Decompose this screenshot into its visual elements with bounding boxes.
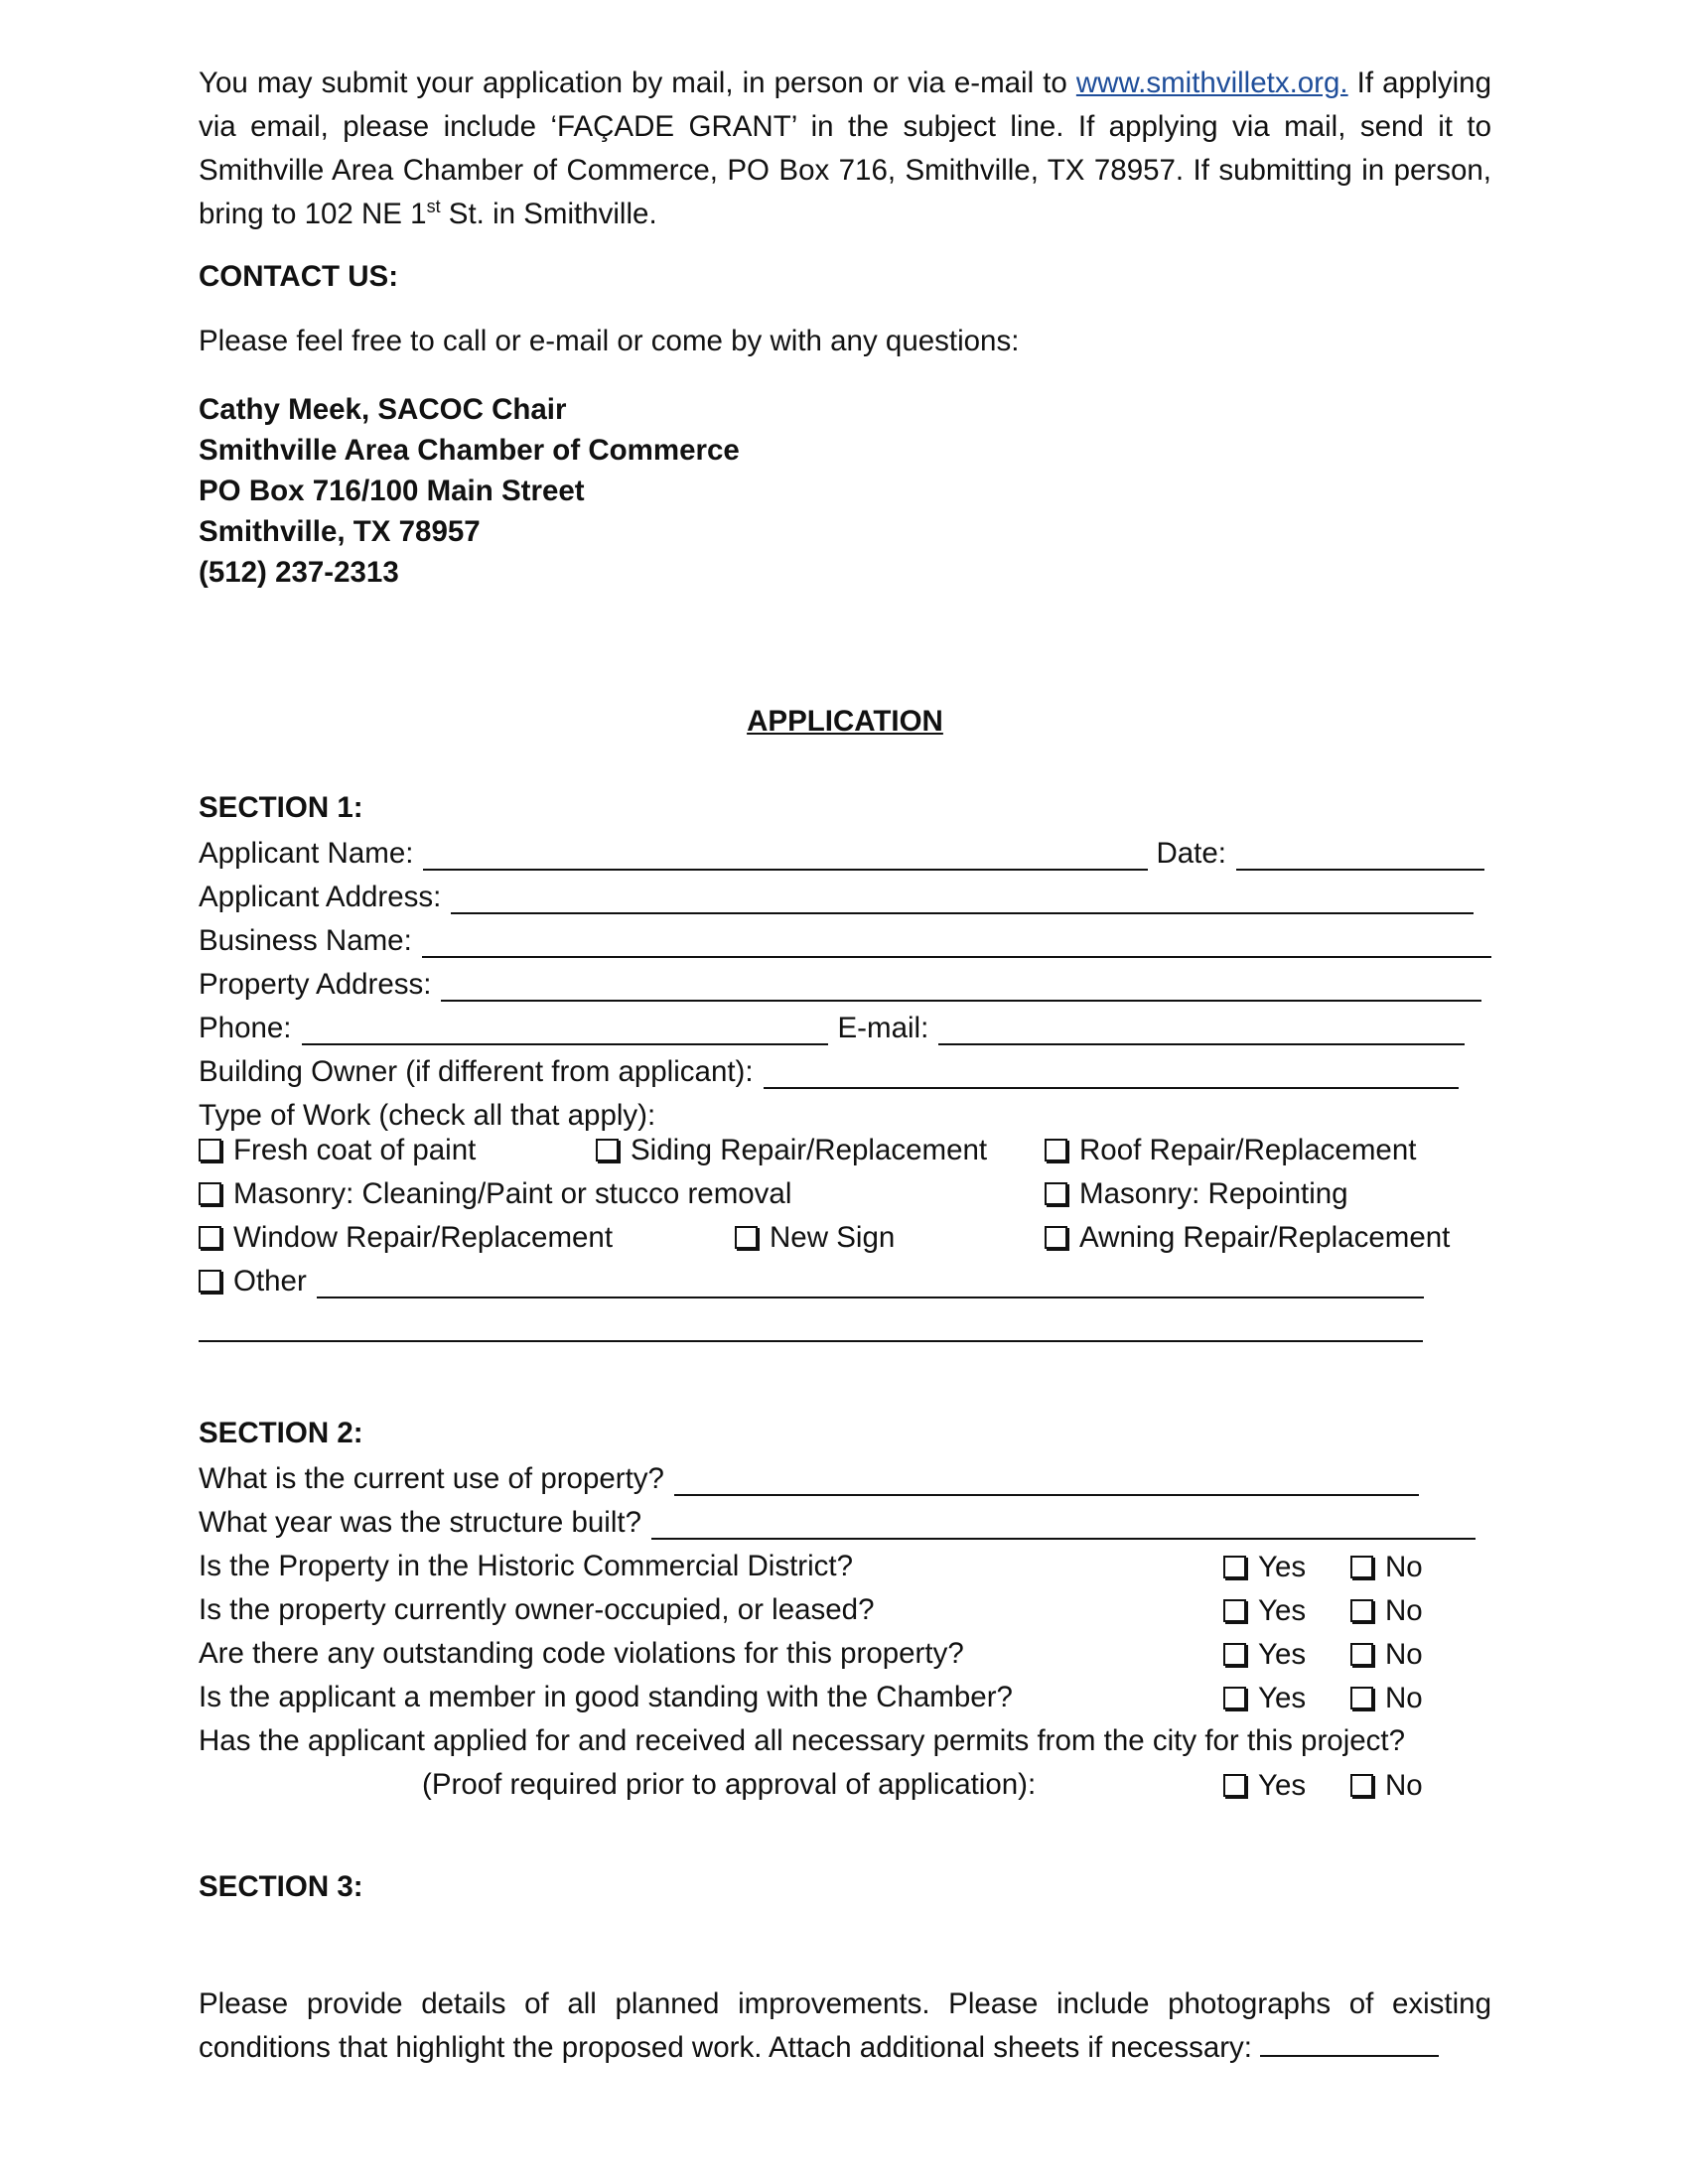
property-address-row (199, 962, 1491, 1002)
yes-option[interactable] (1223, 1594, 1306, 1628)
applicant-name-row (199, 831, 1491, 871)
email-field[interactable] (938, 1012, 1465, 1045)
checkbox[interactable] (735, 1226, 758, 1249)
no-option[interactable] (1350, 1682, 1423, 1715)
checkbox[interactable] (199, 1139, 221, 1161)
checkbox[interactable] (1045, 1139, 1067, 1161)
work-option-label: Fresh coat of paint (233, 1134, 477, 1166)
no-label: No (1385, 1551, 1423, 1583)
work-option-masonry-repointing[interactable] (1045, 1177, 1348, 1211)
checkbox[interactable] (1350, 1643, 1373, 1666)
no-option[interactable] (1350, 1551, 1423, 1584)
question-label: Is the Property in the Historic Commercial District? (199, 1550, 854, 1582)
other-field-line-2[interactable] (199, 1308, 1423, 1342)
checkbox[interactable] (1350, 1774, 1373, 1797)
checkbox[interactable] (1045, 1182, 1067, 1205)
contact-block (199, 389, 740, 593)
application-title: APPLICATION (747, 705, 943, 738)
yes-option[interactable] (1223, 1551, 1306, 1584)
current-use-row (199, 1456, 1491, 1496)
work-option-label: Awning Repair/Replacement (1079, 1221, 1451, 1254)
work-option-label: New Sign (770, 1221, 896, 1254)
checkbox[interactable] (199, 1226, 221, 1249)
year-built-field[interactable] (651, 1506, 1476, 1540)
building-owner-row (199, 1049, 1491, 1089)
section2-heading: SECTION 2: (199, 1417, 363, 1449)
checkbox[interactable] (199, 1182, 221, 1205)
submission-instructions: You may submit your application by mail, in person or via e-mail to www.smithvilletx.org. If applying via email, please include ‘FAÇADE GRANT’ in the subject line. If applying via mail, send it to Smithville Area Chamber of Commerce, PO Box 716, Smithville, TX 78957. If submitting in person, bring to 102 NE 1st St. in Smithville. (199, 67, 1491, 230)
checkbox[interactable] (1223, 1599, 1246, 1622)
work-option-roof[interactable] (1045, 1134, 1416, 1167)
yes-label: Yes (1258, 1769, 1307, 1802)
no-label: No (1385, 1682, 1423, 1714)
website-link[interactable]: www.smithvilletx.org. (1075, 67, 1348, 99)
question-label: Is the applicant a member in good standing with the Chamber? (199, 1681, 1013, 1713)
business-name-row (199, 918, 1491, 958)
work-option-masonry-cleaning[interactable] (199, 1177, 791, 1211)
no-label: No (1385, 1769, 1423, 1802)
contact-city: Smithville, TX 78957 (199, 515, 481, 548)
work-option-label: Masonry: Cleaning/Paint or stucco removal (233, 1177, 792, 1210)
work-option-label: Roof Repair/Replacement (1079, 1134, 1417, 1166)
yes-label: Yes (1258, 1638, 1307, 1671)
property-address-label: Property Address: (199, 968, 432, 1001)
question-row-permits (199, 1718, 1491, 1758)
yes-option[interactable] (1223, 1769, 1306, 1803)
applicant-address-field[interactable] (451, 881, 1474, 914)
proof-note-row (422, 1762, 1036, 1802)
contact-street: PO Box 716/100 Main Street (199, 475, 585, 507)
contact-phone: (512) 237-2313 (199, 556, 399, 589)
form-page (199, 62, 1491, 2064)
section3-field[interactable] (1260, 2029, 1439, 2057)
other-label: Other (233, 1265, 307, 1297)
current-use-field[interactable] (674, 1462, 1419, 1496)
work-option-window[interactable] (199, 1221, 613, 1255)
question-label: Are there any outstanding code violations for this property? (199, 1637, 964, 1670)
section3-instructions: Please provide details of all planned improvements. Please include photographs of existing conditions that highlight the proposed work. Attach additional sheets if necessary: (199, 1987, 1491, 2064)
work-option-paint[interactable] (199, 1134, 476, 1167)
work-option-new-sign[interactable] (735, 1221, 895, 1255)
yes-option[interactable] (1223, 1638, 1306, 1672)
applicant-address-label: Applicant Address: (199, 881, 442, 913)
current-use-label: What is the current use of property? (199, 1462, 664, 1495)
no-label: No (1385, 1638, 1423, 1671)
applicant-name-field[interactable] (423, 837, 1148, 871)
year-built-row (199, 1500, 1491, 1540)
contact-heading: CONTACT US: (199, 260, 399, 293)
yes-label: Yes (1258, 1551, 1307, 1583)
section3-heading: SECTION 3: (199, 1870, 363, 1903)
email-label: E-mail: (837, 1012, 929, 1044)
business-name-label: Business Name: (199, 924, 412, 957)
work-option-awning[interactable] (1045, 1221, 1450, 1255)
checkbox[interactable] (1223, 1556, 1246, 1578)
question-label: Is the property currently owner-occupied, or leased? (199, 1593, 875, 1626)
checkbox[interactable] (1350, 1687, 1373, 1709)
work-option-label: Siding Repair/Replacement (631, 1134, 988, 1166)
proof-note: (Proof required prior to approval of application): (422, 1768, 1037, 1801)
question-label: Has the applicant applied for and received all necessary permits from the city for this project? (199, 1724, 1406, 1757)
property-address-field[interactable] (441, 968, 1481, 1002)
building-owner-field[interactable] (764, 1055, 1459, 1089)
no-label: No (1385, 1594, 1423, 1627)
year-built-label: What year was the structure built? (199, 1506, 641, 1539)
section1-heading: SECTION 1: (199, 791, 363, 824)
checkbox[interactable] (596, 1139, 619, 1161)
yes-option[interactable] (1223, 1682, 1306, 1715)
yes-label: Yes (1258, 1594, 1307, 1627)
contact-org: Smithville Area Chamber of Commerce (199, 434, 740, 467)
checkbox[interactable] (1045, 1226, 1067, 1249)
checkbox[interactable] (1223, 1643, 1246, 1666)
phone-email-row (199, 1006, 1491, 1045)
applicant-name-label: Applicant Name: (199, 837, 414, 870)
other-row (199, 1259, 1491, 1298)
checkbox[interactable] (1223, 1687, 1246, 1709)
checkbox[interactable] (1350, 1599, 1373, 1622)
phone-label: Phone: (199, 1012, 292, 1044)
business-name-field[interactable] (422, 924, 1491, 958)
contact-intro: Please feel free to call or e-mail or come by with any questions: (199, 325, 1020, 357)
other-row-continued (199, 1302, 1491, 1342)
no-option[interactable] (1350, 1769, 1423, 1803)
contact-name: Cathy Meek, SACOC Chair (199, 393, 567, 426)
yes-label: Yes (1258, 1682, 1307, 1714)
date-field[interactable] (1236, 837, 1484, 871)
type-of-work-label: Type of Work (check all that apply): (199, 1099, 656, 1132)
checkbox[interactable] (199, 1270, 221, 1293)
work-option-label: Window Repair/Replacement (233, 1221, 614, 1254)
work-option-label: Masonry: Repointing (1079, 1177, 1348, 1210)
other-field[interactable] (317, 1265, 1424, 1298)
no-option[interactable] (1350, 1594, 1423, 1628)
type-of-work-row (199, 1093, 1491, 1133)
date-label: Date: (1156, 837, 1226, 870)
building-owner-label: Building Owner (if different from applicant): (199, 1055, 754, 1088)
applicant-address-row (199, 875, 1491, 914)
checkbox[interactable] (1350, 1556, 1373, 1578)
phone-field[interactable] (302, 1012, 828, 1045)
checkbox[interactable] (1223, 1774, 1246, 1797)
work-option-siding[interactable] (596, 1134, 987, 1167)
no-option[interactable] (1350, 1638, 1423, 1672)
